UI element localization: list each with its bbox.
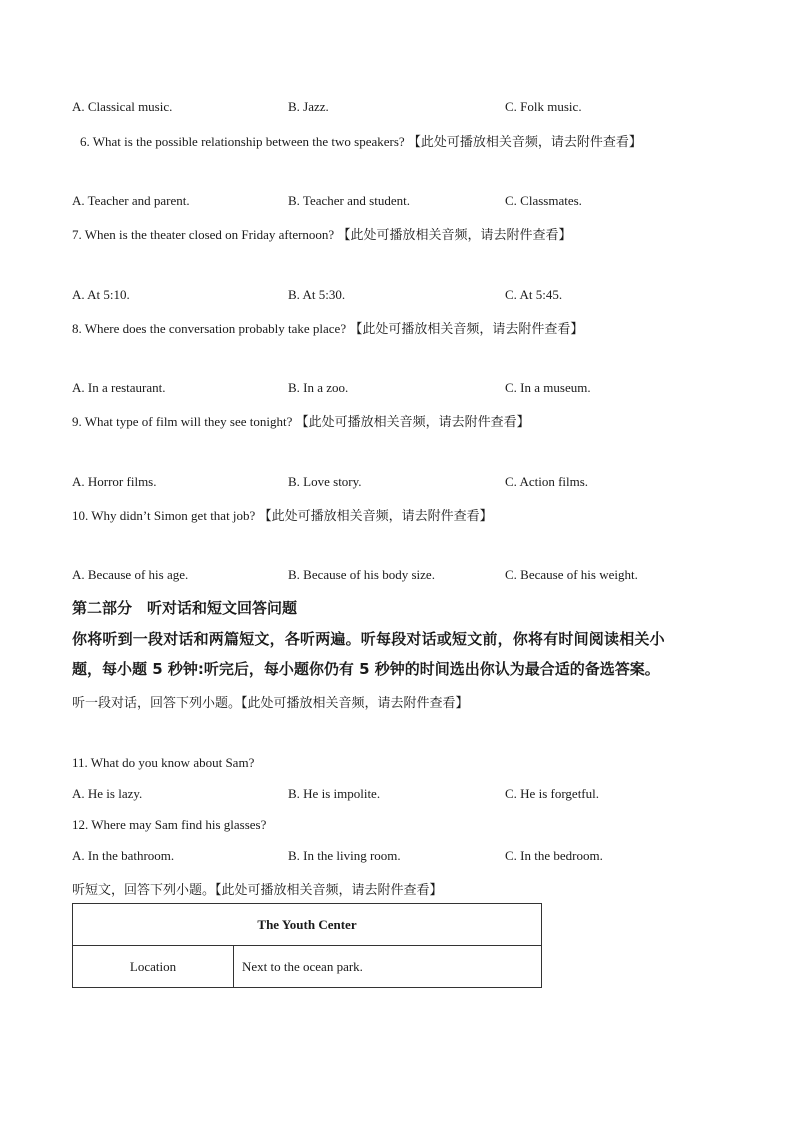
q10-option-c: C. Because of his weight. bbox=[505, 567, 638, 582]
part2-heading: 第二部分 听对话和短文回答问题 bbox=[72, 599, 298, 617]
q12-option-b: B. In the living room. bbox=[288, 848, 401, 863]
passage-prompt: 听短文，回答下列小题。【此处可播放相关音频，请去附件查看】 bbox=[72, 882, 443, 897]
q6-option-b: B. Teacher and student. bbox=[288, 193, 410, 208]
table-title: The Youth Center bbox=[73, 904, 542, 946]
q7-option-b: B. At 5:30. bbox=[288, 287, 346, 302]
q10-options bbox=[72, 567, 732, 585]
q8-options bbox=[72, 380, 732, 398]
q9-option-b: B. Love story. bbox=[288, 474, 362, 489]
q7-options bbox=[72, 287, 732, 305]
q8-option-b: B. In a zoo. bbox=[288, 380, 349, 395]
table-row-value: Next to the ocean park. bbox=[234, 946, 542, 988]
table-row bbox=[73, 946, 542, 988]
q11-option-c: C. He is forgetful. bbox=[505, 786, 599, 801]
table-row-label: Location bbox=[73, 946, 234, 988]
q7-option-c: C. At 5:45. bbox=[505, 287, 563, 302]
part2-instructions-line2: 题，每小题 5 秒钟:听完后，每小题你仍有 5 秒钟的时间选出你认为最合适的备选答案。 bbox=[72, 660, 660, 678]
q9-text: 9. What type of film will they see tonight? 【此处可播放相关音频，请去附件查看】 bbox=[72, 414, 530, 429]
q6-option-c: C. Classmates. bbox=[505, 193, 582, 208]
q5-option-a: A. Classical music. bbox=[72, 99, 173, 114]
q10-option-b: B. Because of his body size. bbox=[288, 567, 435, 582]
q7-option-a: A. At 5:10. bbox=[72, 287, 130, 302]
q6-option-a: A. Teacher and parent. bbox=[72, 193, 190, 208]
q12-options bbox=[72, 848, 732, 866]
q9-option-c: C. Action films. bbox=[505, 474, 589, 489]
youth-center-table bbox=[72, 903, 542, 988]
q6-options bbox=[72, 193, 732, 211]
q7-text: 7. When is the theater closed on Friday afternoon? 【此处可播放相关音频，请去附件查看】 bbox=[72, 227, 572, 242]
q6-text: 6. What is the possible relationship between the two speakers? 【此处可播放相关音频，请去附件查看】 bbox=[80, 134, 642, 149]
q5-option-b: B. Jazz. bbox=[288, 99, 329, 114]
q8-option-a: A. In a restaurant. bbox=[72, 380, 166, 395]
q11-option-a: A. He is lazy. bbox=[72, 786, 143, 801]
q5-option-c: C. Folk music. bbox=[505, 99, 582, 114]
q12-option-c: C. In the bedroom. bbox=[505, 848, 603, 863]
q9-options bbox=[72, 474, 732, 492]
dialogue-prompt: 听一段对话，回答下列小题。【此处可播放相关音频，请去附件查看】 bbox=[72, 695, 469, 710]
q11-text: 11. What do you know about Sam? bbox=[72, 755, 255, 770]
q5-options bbox=[72, 99, 732, 117]
q9-option-a: A. Horror films. bbox=[72, 474, 157, 489]
q8-option-c: C. In a museum. bbox=[505, 380, 591, 395]
q8-text: 8. Where does the conversation probably take place? 【此处可播放相关音频，请去附件查看】 bbox=[72, 321, 584, 336]
q10-option-a: A. Because of his age. bbox=[72, 567, 189, 582]
q11-options bbox=[72, 786, 732, 804]
q10-text: 10. Why didn’t Simon get that job? 【此处可播放相关音频，请去附件查看】 bbox=[72, 508, 493, 523]
q12-text: 12. Where may Sam find his glasses? bbox=[72, 817, 267, 832]
table-header-row bbox=[73, 904, 542, 946]
q11-option-b: B. He is impolite. bbox=[288, 786, 381, 801]
part2-instructions-line1: 你将听到一段对话和两篇短文，各听两遍。听每段对话或短文前，你将有时间阅读相关小 bbox=[72, 630, 665, 648]
q12-option-a: A. In the bathroom. bbox=[72, 848, 175, 863]
